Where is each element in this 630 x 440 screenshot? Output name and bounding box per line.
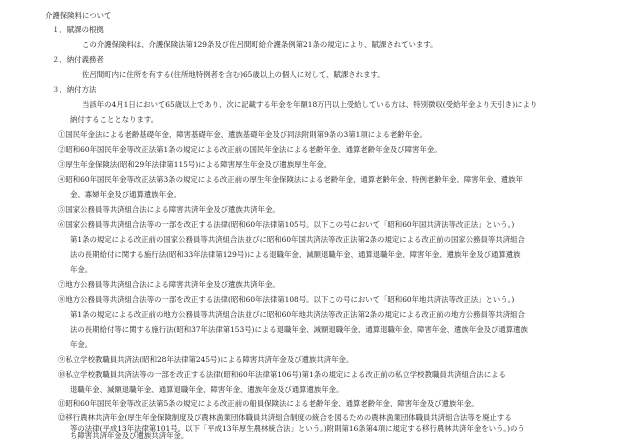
list-item: ⑨私立学校教職員共済法(昭和28年法律第245号)による障害共済年金及び遺族共済年金。 — [58, 355, 354, 364]
list-item-continuation: 第1条の規定による改正前の地方公務員等共済組合法並びに昭和60年地共済法等改正法第2条の規定による改正前の地方公務員等共済組合 — [70, 310, 525, 319]
list-item: ②昭和60年国民年金等改正法第1条の規定による改正前の国民年金法による老齢年金、通算老齢年金及び障害年金。 — [58, 145, 442, 154]
section-heading: ２．納付義務者 — [52, 55, 104, 64]
list-item-continuation: 退職年金、減額退職年金、通算退職年金、障害年金、遺族年金及び通算遺族年金。 — [70, 385, 344, 394]
page-title: 介護保険料について — [45, 11, 112, 20]
section-body-line: この介護保険料は、介護保険法第129条及び佐呂間町給介護条例第21条の規定により、賦課されています。 — [82, 40, 438, 49]
list-item-continuation: 法の長期給付に関する施行法(昭和33年法律第129号)による退職年金、減額退職年金、通算退職年金、障害年金、遺族年金及び通算遺族 — [70, 250, 521, 259]
section-heading: ３．納付方法 — [52, 85, 97, 94]
section-body-line: 佐呂間町内に住所を有する(住所地特例者を含む)65歳以上の個人に対して、賦課されます。 — [82, 70, 385, 79]
list-item-continuation: ち障害共済年金及び遺族共済年金。 — [70, 431, 189, 440]
list-item: ⑪昭和60年国民年金等改正法第5条の規定による改正前の船員保険法による老齢年金、通算老齢年金、障害年金及び遺族年金。 — [58, 399, 479, 408]
list-item: ⑫移行農林共済年金(厚生年金保険制度及び農林漁業団体職員共済組合制度の統合を図るための農林漁業団体職員共済組合法等を廃止する — [58, 413, 512, 422]
list-item: ⑩私立学校教職員共済法等の一部を改正する法律(昭和60年法律第106号)第1条の規定による改正前の私立学校教職員共済組合法による — [58, 370, 506, 379]
list-item: ⑧地方公務員等共済組合法等の一部を改正する法律(昭和60年法律第108号。以下この号において「昭和60年地共済法等改正法」という。) — [58, 295, 515, 304]
list-item-continuation: 年金。 — [70, 340, 93, 349]
section-heading: １．賦課の根拠 — [52, 25, 104, 34]
list-item: ⑦地方公務員等共済組合法による障害共済年金及び遺族共済年金。 — [58, 280, 280, 289]
list-item: ③厚生年金保険法(昭和29年法律第115号)による障害厚生年金及び遺族厚生年金。 — [58, 160, 332, 169]
list-item-continuation: 年金。 — [70, 265, 93, 274]
section-body-line: 納付することとなります。 — [70, 115, 159, 124]
list-item: ⑥国家公務員等共済組合法等の一部を改正する法律(昭和60年法律第105号。以下この号において「昭和60年国共済法等改正法」という。) — [58, 220, 515, 229]
list-item-continuation: 等の法律(平成13年法律第101号。以下「平成13年厚生農林統合法」という。)附則第16条第4項に規定する移行農林共済年金をいう。)のう — [70, 424, 525, 433]
list-item-continuation: 金、寡婦年金及び通算遺族年金。 — [70, 190, 181, 199]
list-item-continuation: 第1条の規定による改正前の国家公務員等共済組合法並びに昭和60年国共済法等改正法第2条の規定による改正前の国家公務員等共済組合 — [70, 235, 525, 244]
list-item: ⑤国家公務員等共済組合法による障害共済年金及び遺族共済年金。 — [58, 205, 280, 214]
list-item: ④昭和60年国民年金等改正法第3条の規定による改正前の厚生年金保険法による老齢年金、通算老齢年金、特例老齢年金、障害年金、遺族年 — [58, 175, 523, 184]
list-item: ①国民年金法による老齢基礎年金、障害基礎年金、遺族基礎年金及び同法附則第9条の3第1項による老齢年金。 — [58, 130, 427, 139]
section-body-line: 当該年の4月1日において65歳以上であり、次に記載する年金を年額18万円以上受給している方は、特別徴収(受給年金より天引き)により — [82, 100, 538, 109]
list-item-continuation: 法の長期給付等に関する施行法(昭和37年法律第153号)による退職年金、減額退職年金、通算退職年金、障害年金、遺族年金及び通算遺族 — [70, 325, 528, 334]
